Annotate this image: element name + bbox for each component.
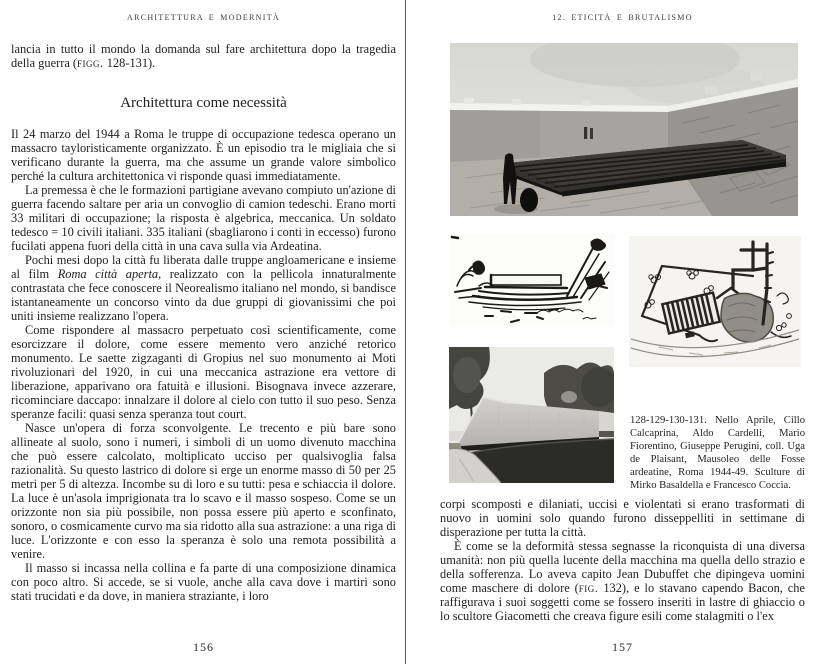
figure-130-site-plan-drawing xyxy=(629,236,801,367)
body-paragraph: Nasce un'opera di forza sconvolgente. Le trecento e più bare sono allineate al suolo, sono i numeri, i simboli di un uomo divenuto macchina che può essere calcolato, moltiplicato ucciso per qualsivoglia falsa razionalità. Su questo lastrico di dolore si erge un enorme masso di 50 per 25 metri per 5 di altezza. Incombe su di loro e su tutti: pesa e schiaccia il dolore. La luce è un'asola imprigionata tra lo scavo e il masso sospeso. Come se un orizzonte non sia più possibile, non possa essere più aperto e sconfinato, sonoro, o cosmicamente curvo ma sia ridotto alla sua astrazione: a una riga di luce. L'orizzonte e con esso la speranza è solo una remota possibilità a venire. xyxy=(11,421,396,561)
left-page-intro xyxy=(11,42,396,70)
body-paragraph: corpi scomposti e dilaniati, uccisi e violentati si erano trasformati di nuovo in uomini solo quando furono disseppelliti in settimane di disperazione per tutta la città. xyxy=(440,497,805,539)
running-head-right: 12. ETICITÀ E BRUTALISMO xyxy=(552,13,693,22)
figure-129-ink-sketch xyxy=(449,234,615,327)
body-paragraph: La premessa è che le formazioni partigiane avevano compiuto un'azione di guerra facendo saltare per aria un convoglio di camion tedeschi. Erano morti 33 militari di occupazione; la risposta è algebrica, meccanica. Un soldato tedesco = 10 civili italiani. 335 italiani (sbagliarono i conti in eccesso) furono fucilati appena fuori della città in una cava sulla via Ardeatina. xyxy=(11,183,396,253)
running-head-left: ARCHITETTURA E MODERNITÀ xyxy=(127,13,280,22)
body-paragraph: Come rispondere al massacro perpetuato così scientificamente, come esorcizzare il dolore, come essere memento vero anziché retorico monumento. Le saette zigzaganti di Gropius nel suo monumento ai Moti rivoluzionari del 1920, in cui una meccanica astrazione era vettore di liberazione, apparivano ora fatuità e illusioni. Bisognava invece azzerare, ricominciare daccapo: innalzare il dolore al cielo con tutto il suo peso. Senza speranze facili: quasi senza speranza tout court. xyxy=(11,323,396,421)
figure-128-interior-photo xyxy=(450,43,798,216)
gutter-line xyxy=(405,0,406,664)
site-plan-illustration xyxy=(629,236,801,367)
right-page-body xyxy=(440,497,805,623)
figure-131-exterior-photo xyxy=(449,347,614,483)
body-paragraph: Pochi mesi dopo la città fu liberata dalle truppe angloamericane e insieme al film Roma città aperta, realizzato con la pellicola innaturalmente contrastata che fece conoscere il Neorealismo italiano nel mondo, si bandisce istantaneamente un concorso vinto da due gruppi di giovanissimi che poi uniti insieme realizzano l'opera. xyxy=(11,253,396,323)
ink-sketch-illustration xyxy=(449,234,615,327)
body-paragraph: È come se la deformità stessa segnasse la riconquista di una diversa umanità: non più quella lucente della macchina ma quella dello strazio e della sofferenza. Lo aveva capito Jean Dubuffet che dipingeva uomini come maschere di dolore (fig. 132), e lo stavano capendo Bacon, che raffigurava i suoi soggetti come se fossero inseriti in lastre di ghiaccio o lo scultore Giacometti che creava figure esili come stalagmiti o l'ex xyxy=(440,539,805,623)
body-paragraph: lancia in tutto il mondo la domanda sul fare architettura dopo la tragedia della guerra (figg. 128-131). xyxy=(11,42,396,70)
page-number-left: 156 xyxy=(193,640,214,654)
page-number-right: 157 xyxy=(612,640,633,654)
body-paragraph: Il 24 marzo del 1944 a Roma le truppe di occupazione tedesca operano un massacro tayloristicamente organizzato. È un episodio tra le migliaia che si verificano durante la guerra, ma che assume un grande valore simbolico perché la cultura architettonica vi risponde quasi immediatamente. xyxy=(11,127,396,183)
section-heading: Architettura come necessità xyxy=(120,95,287,111)
left-page-body xyxy=(11,127,396,603)
body-paragraph: Il masso si incassa nella collina e fa parte di una composizione dinamica con poco altro. Si accede, se si vuole, anche alla cava dove i martiri sono stati trucidati e da dove, in maniera straziante, i loro xyxy=(11,561,396,603)
figure-caption: 128-129-130-131. Nello Aprile, Cillo Calcaprina, Aldo Cardelli, Mario Fiorentino, Giuseppe Perugini, coll. Uga de Plaisant, Mausoleo delle Fosse ardeatine, Roma 1944-49. Sculture di Mirko Basaldella e Francesco Coccia. xyxy=(630,415,805,491)
interior-photo-illustration xyxy=(450,43,798,216)
exterior-photo-illustration xyxy=(449,347,614,483)
